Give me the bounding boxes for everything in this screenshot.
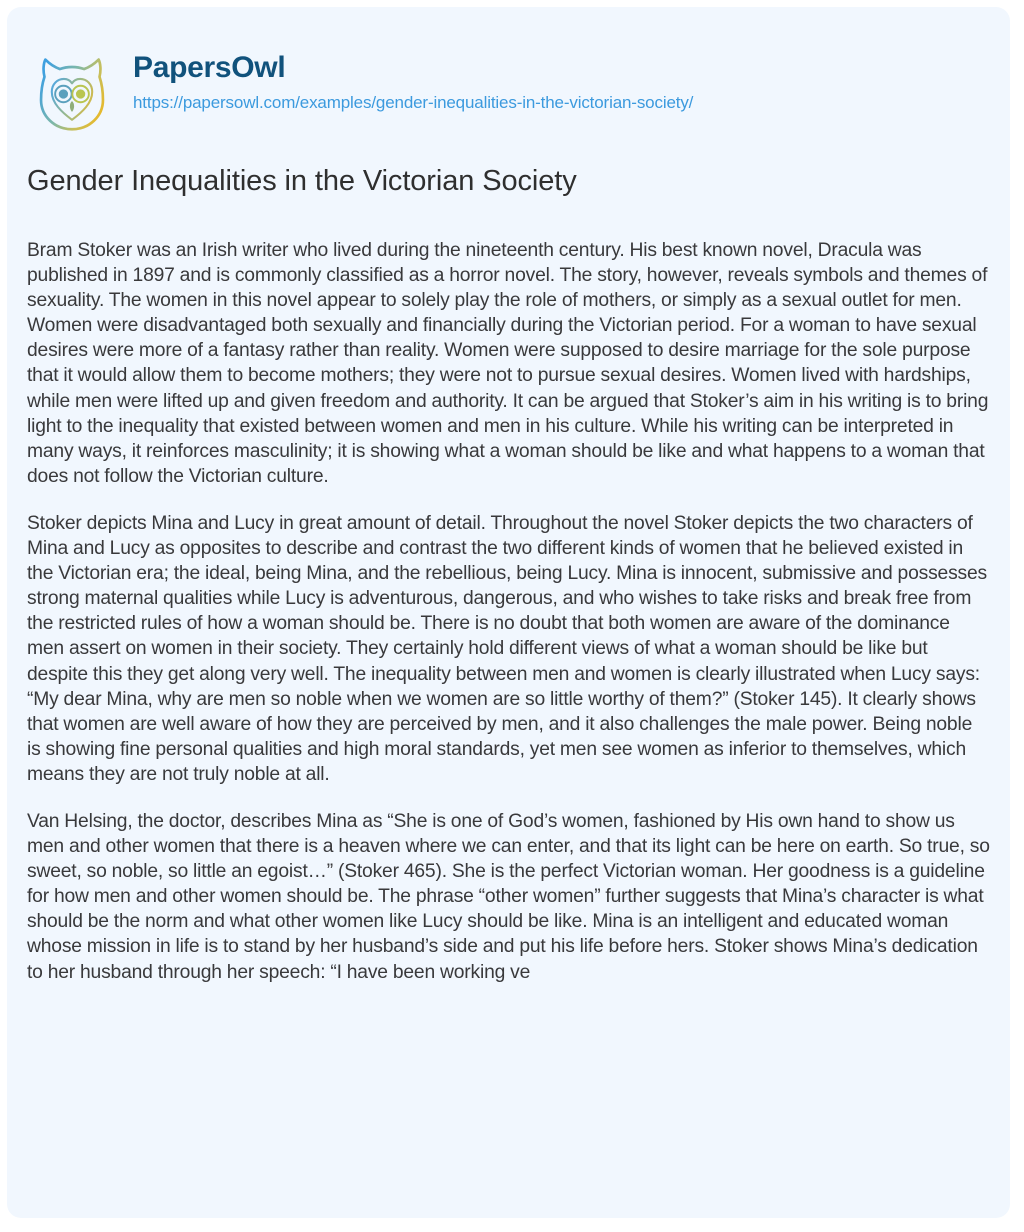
brand-row[interactable] [29, 45, 693, 137]
article-body [27, 238, 990, 985]
article-paragraph: Van Helsing, the doctor, describes Mina as “She is one of God’s women, fashioned by His own hand to show us men and other women that there is a heaven where we can enter, and that its light can be here on earth. So true, so sweet, so noble, so little an egoist…” (Stoker 465). She is the perfect Victorian woman. Her goodness is a guideline for how men and other women should be. The phrase “other women” further suggests that Mina’s character is what should be the norm and what other women like Lucy should be like. Mina is an intelligent and educated woman whose mission in life is to stand by her husband’s side and put his life before hers. Stoker shows Mina’s dedication to her husband through her speech: “I have been working ve [27, 810, 990, 983]
article-paragraph: Stoker depicts Mina and Lucy in great amount of detail. Throughout the novel Stoker depicts the two characters of Mina and Lucy as opposites to describe and contrast the two different kinds of women that he believed existed in the Victorian era; the ideal, being Mina, and the rebellious, being Lucy. Mina is innocent, submissive and possesses strong maternal qualities while Lucy is adventurous, dangerous, and who wishes to take risks and break free from the restricted rules of how a woman should be. There is no doubt that both women are aware of the dominance men assert on women in their society. They certainly hold different views of what a woman should be like but despite this they get along very well. The inequality between men and women is clearly illustrated when Lucy says: “My dear Mina, why are men so noble when we women are so little worthy of them?” (Stoker 145). It clearly shows that women are well aware of how they are perceived by men, and it also challenges the male power. Being noble is showing fine personal qualities and high moral standards, yet men see women as inferior to themselves, which means they are not truly noble at all. [27, 512, 987, 785]
brand-name: PapersOwl [133, 51, 286, 84]
essay-page-card [7, 7, 1010, 1218]
article [27, 162, 990, 985]
brand-text-block [133, 45, 693, 111]
article-paragraph: Bram Stoker was an Irish writer who lived during the nineteenth century. His best known novel, Dracula was published in 1897 and is commonly classified as a horror novel. The story, however, reveals symbols and themes of sexuality. The women in this novel appear to solely play the role of mothers, or simply as a sexual outlet for men. Women were disadvantaged both sexually and financially during the Victorian period. For a woman to have sexual desires were more of a fantasy rather than reality. Women were supposed to desire marriage for the sole purpose that it would allow them to become mothers; they were not to pursue sexual desires. Women lived with hardships, while men were lifted up and given freedom and authority. It can be argued that Stoker’s aim in his writing is to bring light to the inequality that existed between women and men in his culture. While his writing can be interpreted in many ways, it reinforces masculinity; it is showing what a woman should be like and what happens to a woman that does not follow the Victorian culture. [27, 240, 989, 487]
page-title: Gender Inequalities in the Victorian Society [27, 165, 577, 197]
site-url-link[interactable]: https://papersowl.com/examples/gender-inequalities-in-the-victorian-society/ [133, 93, 694, 112]
owl-logo-icon [29, 51, 115, 137]
site-header [7, 7, 1010, 162]
